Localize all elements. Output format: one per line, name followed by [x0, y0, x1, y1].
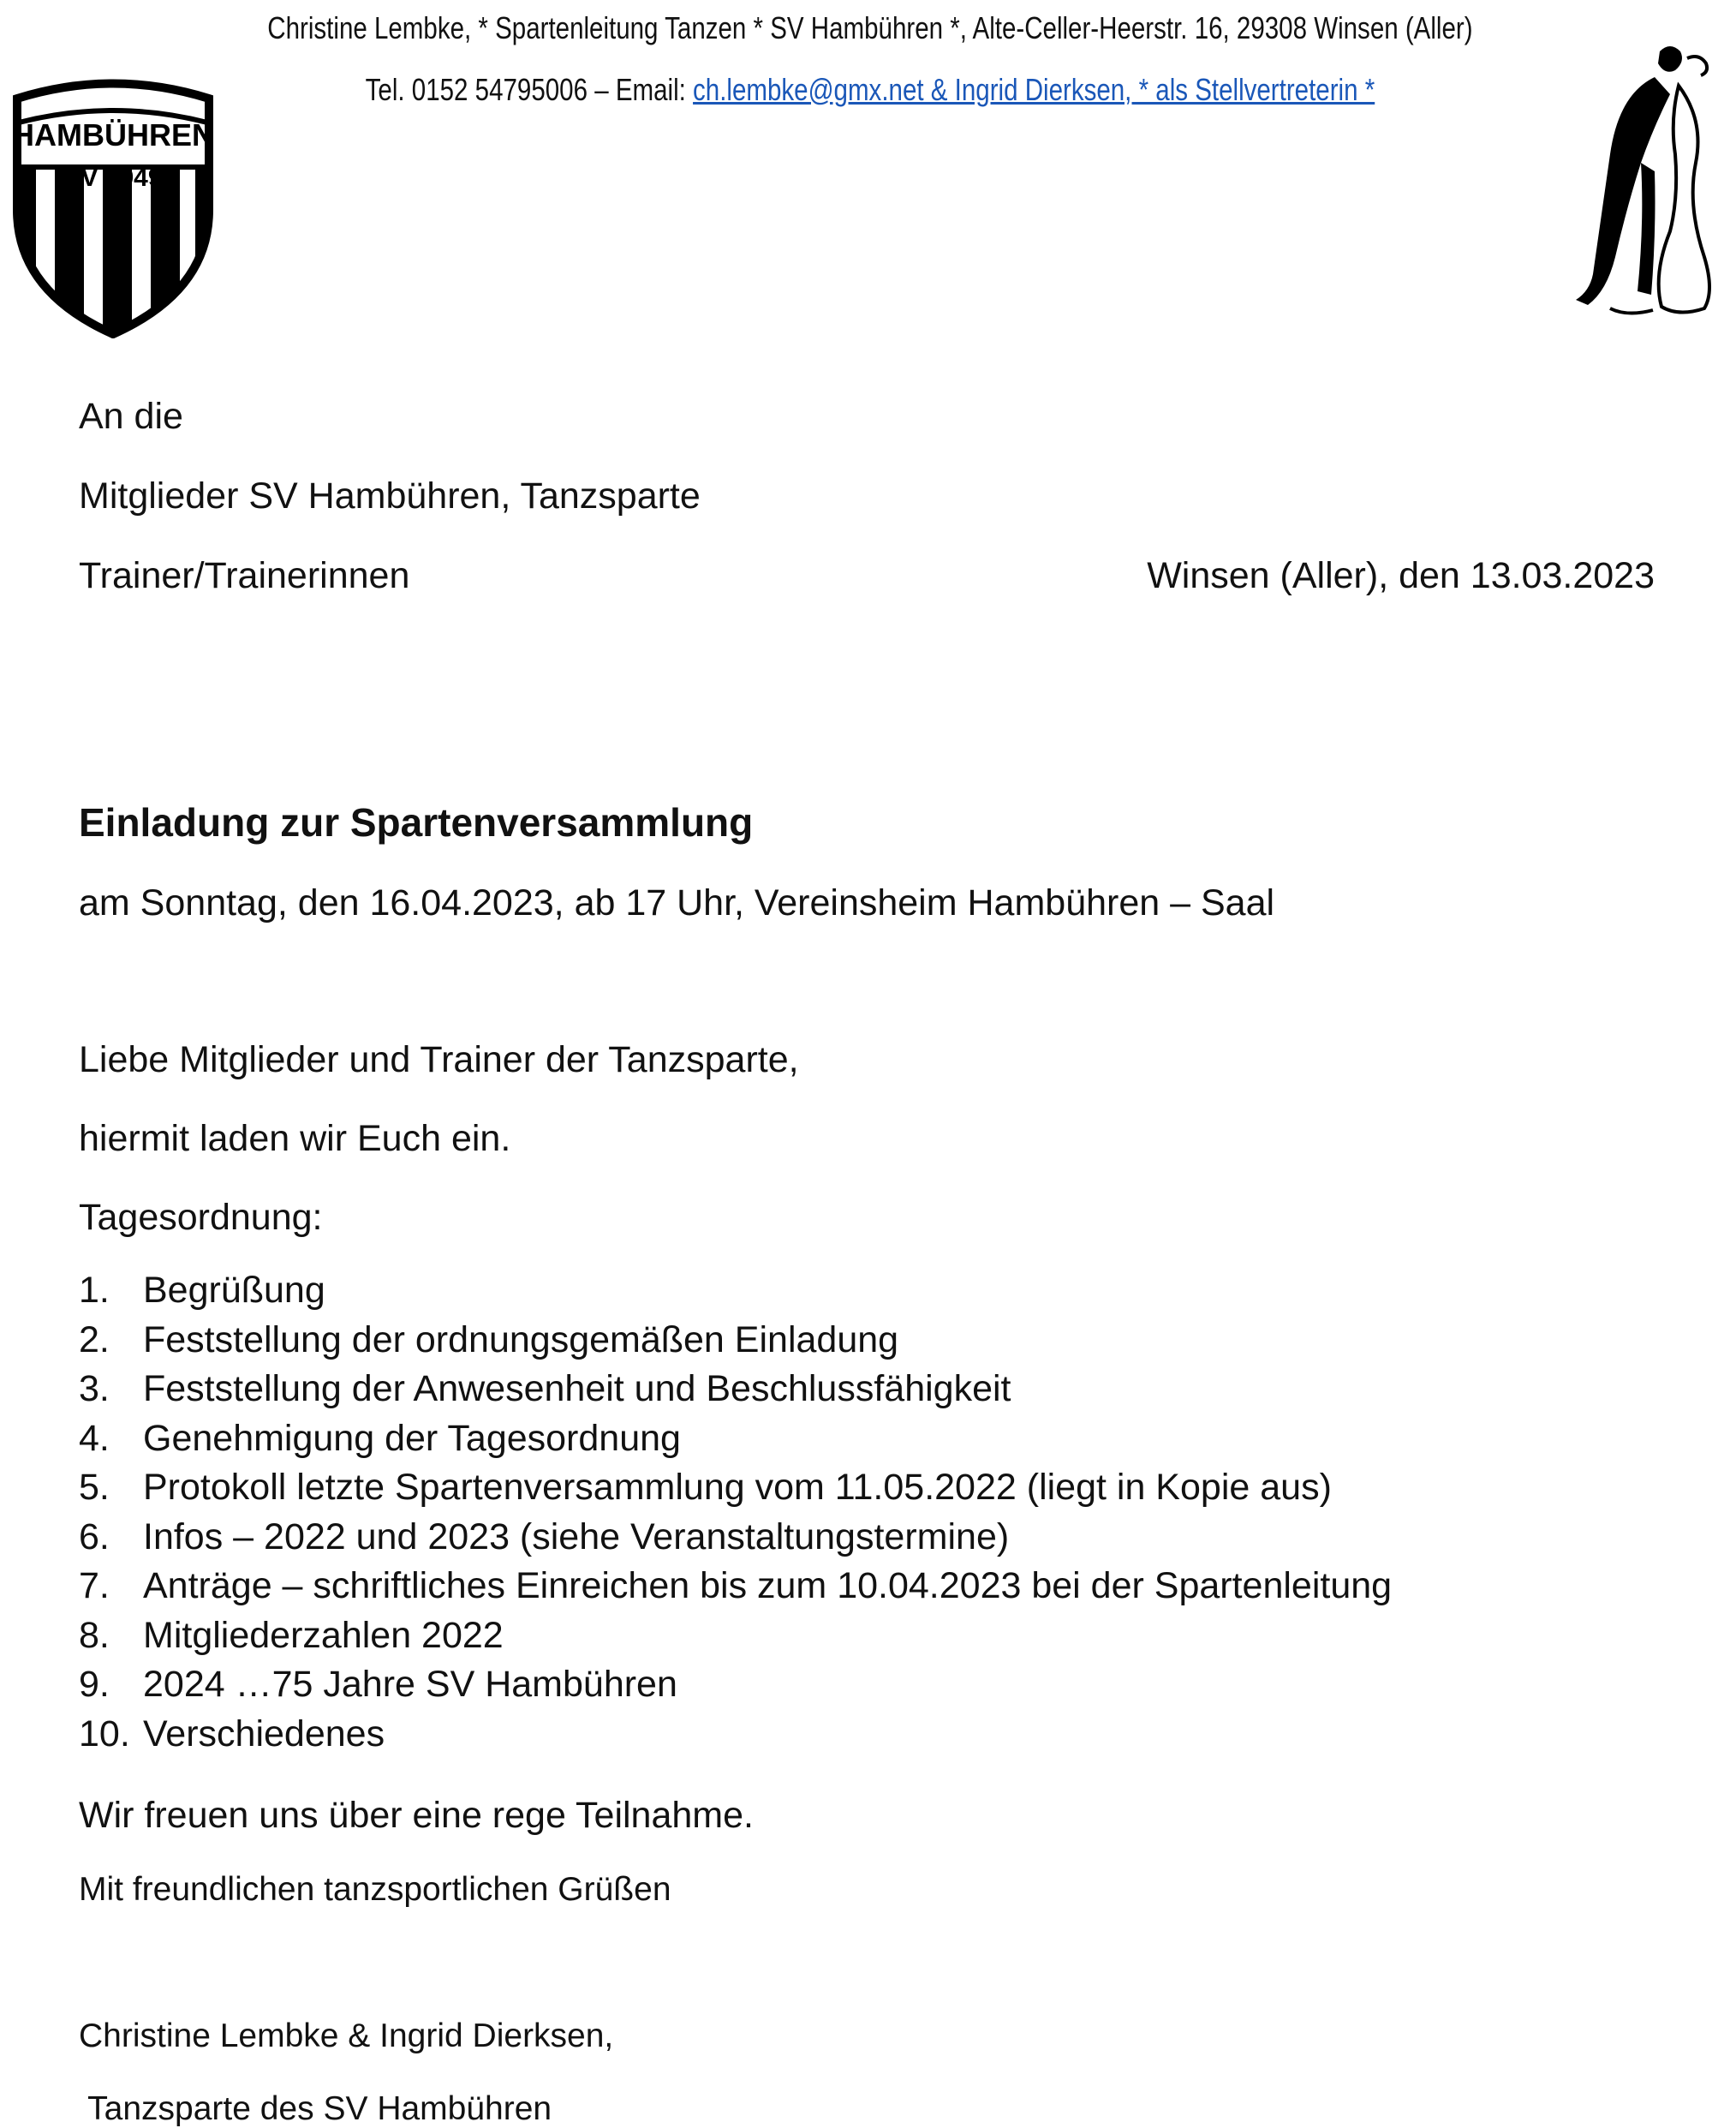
agenda-item: 9. 2024 …75 Jahre SV Hambühren	[79, 1664, 677, 1705]
agenda-item: 2. Feststellung der ordnungsgemäßen Einladung	[79, 1318, 899, 1360]
phone-text: Tel. 0152 54795006 – Email:	[365, 72, 694, 107]
agenda-item: 6. Infos – 2022 und 2023 (siehe Veranstaltungstermine)	[79, 1515, 1010, 1557]
letterhead-address: Christine Lembke, * Spartenleitung Tanzen * SV Hambühren *, Alte-Celler-Heerstr. 16, 29308 Winsen (Aller)	[267, 10, 1473, 45]
club-crest-logo	[7, 73, 219, 338]
crest-text-top: HAMBÜHREN	[12, 117, 214, 152]
agenda-item: 4. Genehmigung der Tagesordnung	[79, 1417, 681, 1459]
letterhead-contact	[158, 72, 1582, 108]
address-line-1: An die	[79, 396, 183, 437]
agenda-list	[79, 1266, 1392, 1759]
closing-text: Wir freuen uns über eine rege Teilnahme.	[79, 1795, 754, 1836]
letter-title: Einladung zur Spartenversammlung	[79, 800, 754, 845]
crest-text-bottom: SV 1949	[63, 164, 163, 192]
letter-subtitle: am Sonntag, den 16.04.2023, ab 17 Uhr, Vereinsheim Hambühren – Saal	[79, 882, 1275, 924]
agenda-item: 5. Protokoll letzte Spartenversammlung vom 11.05.2022 (liegt in Kopie aus)	[79, 1467, 1332, 1508]
agenda-item: 7. Anträge – schriftliches Einreichen bis zum 10.04.2023 bei der Spartenleitung	[79, 1565, 1393, 1606]
greeting: Liebe Mitglieder und Trainer der Tanzsparte,	[79, 1039, 799, 1080]
intro-text: hiermit laden wir Euch ein.	[79, 1118, 511, 1159]
agenda-item: 3. Feststellung der Anwesenheit und Beschlussfähigkeit	[79, 1368, 1011, 1409]
agenda-label: Tagesordnung:	[79, 1197, 323, 1238]
address-line-2: Mitglieder SV Hambühren, Tanzsparte	[79, 475, 701, 517]
signature-org: Tanzsparte des SV Hambühren	[79, 2090, 552, 2127]
email-link[interactable]: ch.lembke@gmx.net & Ingrid Dierksen, * als Stellvertreterin *	[693, 72, 1375, 107]
letter-date: Winsen (Aller), den 13.03.2023	[1147, 555, 1655, 596]
regards-text: Mit freundlichen tanzsportlichen Grüßen	[79, 1871, 671, 1908]
agenda-item: 1. Begrüßung	[79, 1270, 325, 1311]
signature-names: Christine Lembke & Ingrid Dierksen,	[79, 2017, 614, 2054]
dancing-couple-icon	[1559, 34, 1717, 326]
agenda-item: 10. Verschiedenes	[79, 1713, 385, 1754]
address-line-3: Trainer/Trainerinnen	[79, 555, 410, 596]
agenda-item: 8. Mitgliederzahlen 2022	[79, 1614, 504, 1656]
